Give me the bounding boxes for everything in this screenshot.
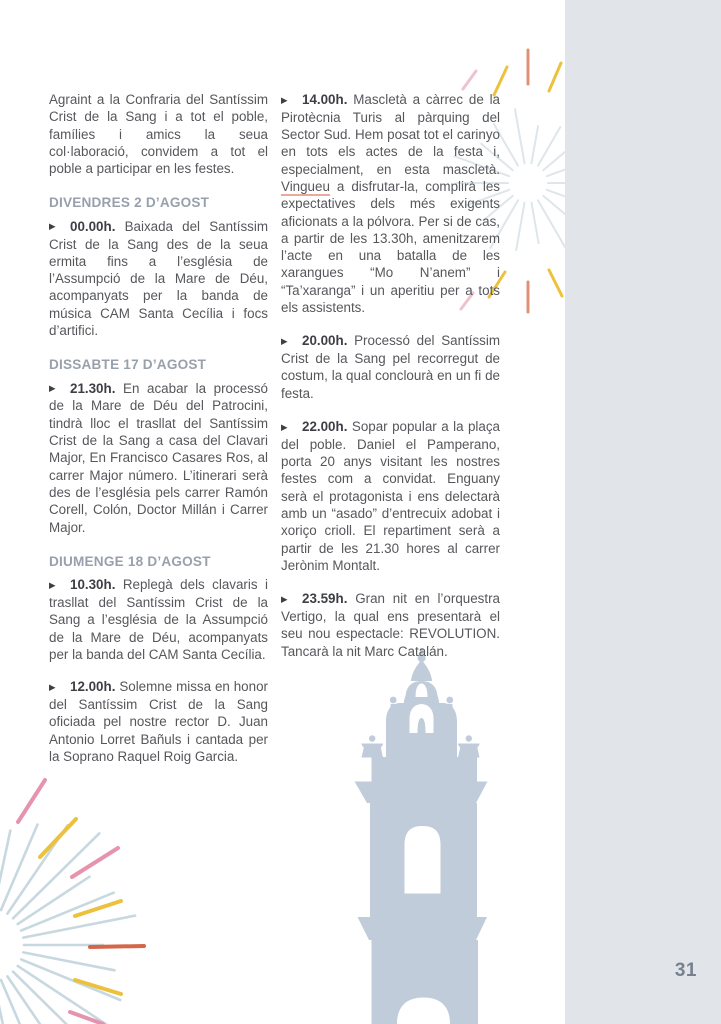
event-time: 20.00h. [302, 333, 348, 349]
intro-paragraph: Agraint a la Confraria del Santíssim Crist de la Sang i a tot el poble, famílies i amics la seua col·laboració, convidem a tot el poble a participar en les festes. [49, 92, 268, 177]
left-column [49, 91, 268, 780]
event-time: 21.30h. [70, 380, 116, 396]
underlined-word: Vingueu [281, 178, 330, 194]
right-column [281, 91, 500, 676]
triangle-bullet-icon: ▶ [49, 383, 56, 394]
event-item: ▶ 00.00h. Baixada del Santíssim Crist de la Sang des de la seua ermita fins a l’església de l’Assumpció de la Mare de Déu, acompanyats per la banda de música CAM Santa Cecília i focs d’artifici. [49, 218, 268, 339]
triangle-bullet-icon: ▶ [281, 94, 288, 105]
day-heading: DIUMENGE 18 D’AGOST [49, 553, 211, 569]
triangle-bullet-icon: ▶ [49, 681, 56, 692]
triangle-bullet-icon: ▶ [281, 593, 288, 604]
day-heading: DIVENDRES 2 D’AGOST [49, 195, 210, 211]
triangle-bullet-icon: ▶ [281, 421, 288, 432]
triangle-bullet-icon: ▶ [49, 579, 56, 590]
event-item: ▶ 21.30h. En acabar la processó de la Mare de Déu del Patrocini, tindrà lloc el trasllat del Santíssim Crist de la Sang a casa del Clavari Major, En Francisco Casares Ros, al carrer Major número. L’itinerari serà des de l’església pels carrer Ramón Corell, Colón, Doctor Millán i Carrer Major. [49, 380, 268, 535]
event-item: ▶ 10.30h. Replegà dels clavaris i trasllat del Santíssim Crist de la Sang a l’església de la Assumpció de la Mare de Déu, acompanyats per la banda del CAM Santa Cecília. [49, 577, 268, 662]
event-item: ▶ 20.00h. Processó del Santíssim Crist de la Sang pel recorregut de costum, la qual conclourà en un fi de festa. [281, 333, 500, 401]
event-item: ▶ 23.59h. Gran nit en l’orquestra Vertigo, la qual ens presentarà el seu nou espectacle: REVOLUTION. Tancarà la nit Marc Catalán. [281, 591, 500, 659]
page-margin-band [565, 0, 721, 1024]
event-time: 00.00h. [70, 218, 116, 234]
event-time: 14.00h. [302, 92, 348, 107]
triangle-bullet-icon: ▶ [281, 335, 288, 346]
event-item: ▶ 12.00h. Solemne missa en honor del Santíssim Crist de la Sang oficiada pel nostre rector D. Juan Antonio Lorret Bañuls i cantada per la Soprano Raquel Roig Garcia. [49, 679, 268, 764]
program-sections [49, 194, 268, 765]
event-time: 23.59h. [302, 591, 348, 607]
event-item: ▶ 22.00h. Sopar popular a la plaça del poble. Daniel el Pamperano, porta 20 anys visitant les nostres festes com a convidat. Enguany serà el protagonista i ens delectarà amb un “asado” d’entrecuix adobat i xoriço crioll. El repartiment serà a partir de les 21.30 hores al carrer Jerònim Montalt. [281, 419, 500, 573]
event-item: ▶ 14.00h. Mascletà a càrrec de la Pirotècnia Turis al pàrquing del Sector Sud. Hem posat tot el carinyo en tots els actes de la festa i, especialment, en esta mascletà. Vingueu a disfrutar-la, complirà les expectatives dels més exigents aficionats a la pólvora. Per si de cas, a partir de les 13.30h, amenitzarem l’acte en una batalla de les xarangues “Mo N’anem” i “Ta’xaranga” i un aperitiu per a tots els assistents. [281, 92, 500, 316]
event-time: 10.30h. [70, 577, 116, 593]
event-time: 22.00h. [302, 419, 348, 435]
program-events [281, 91, 500, 660]
day-heading: DISSABTE 17 D’AGOST [49, 357, 207, 373]
page-number: 31 [674, 960, 697, 981]
event-time: 12.00h. [70, 679, 116, 695]
triangle-bullet-icon: ▶ [49, 221, 56, 232]
